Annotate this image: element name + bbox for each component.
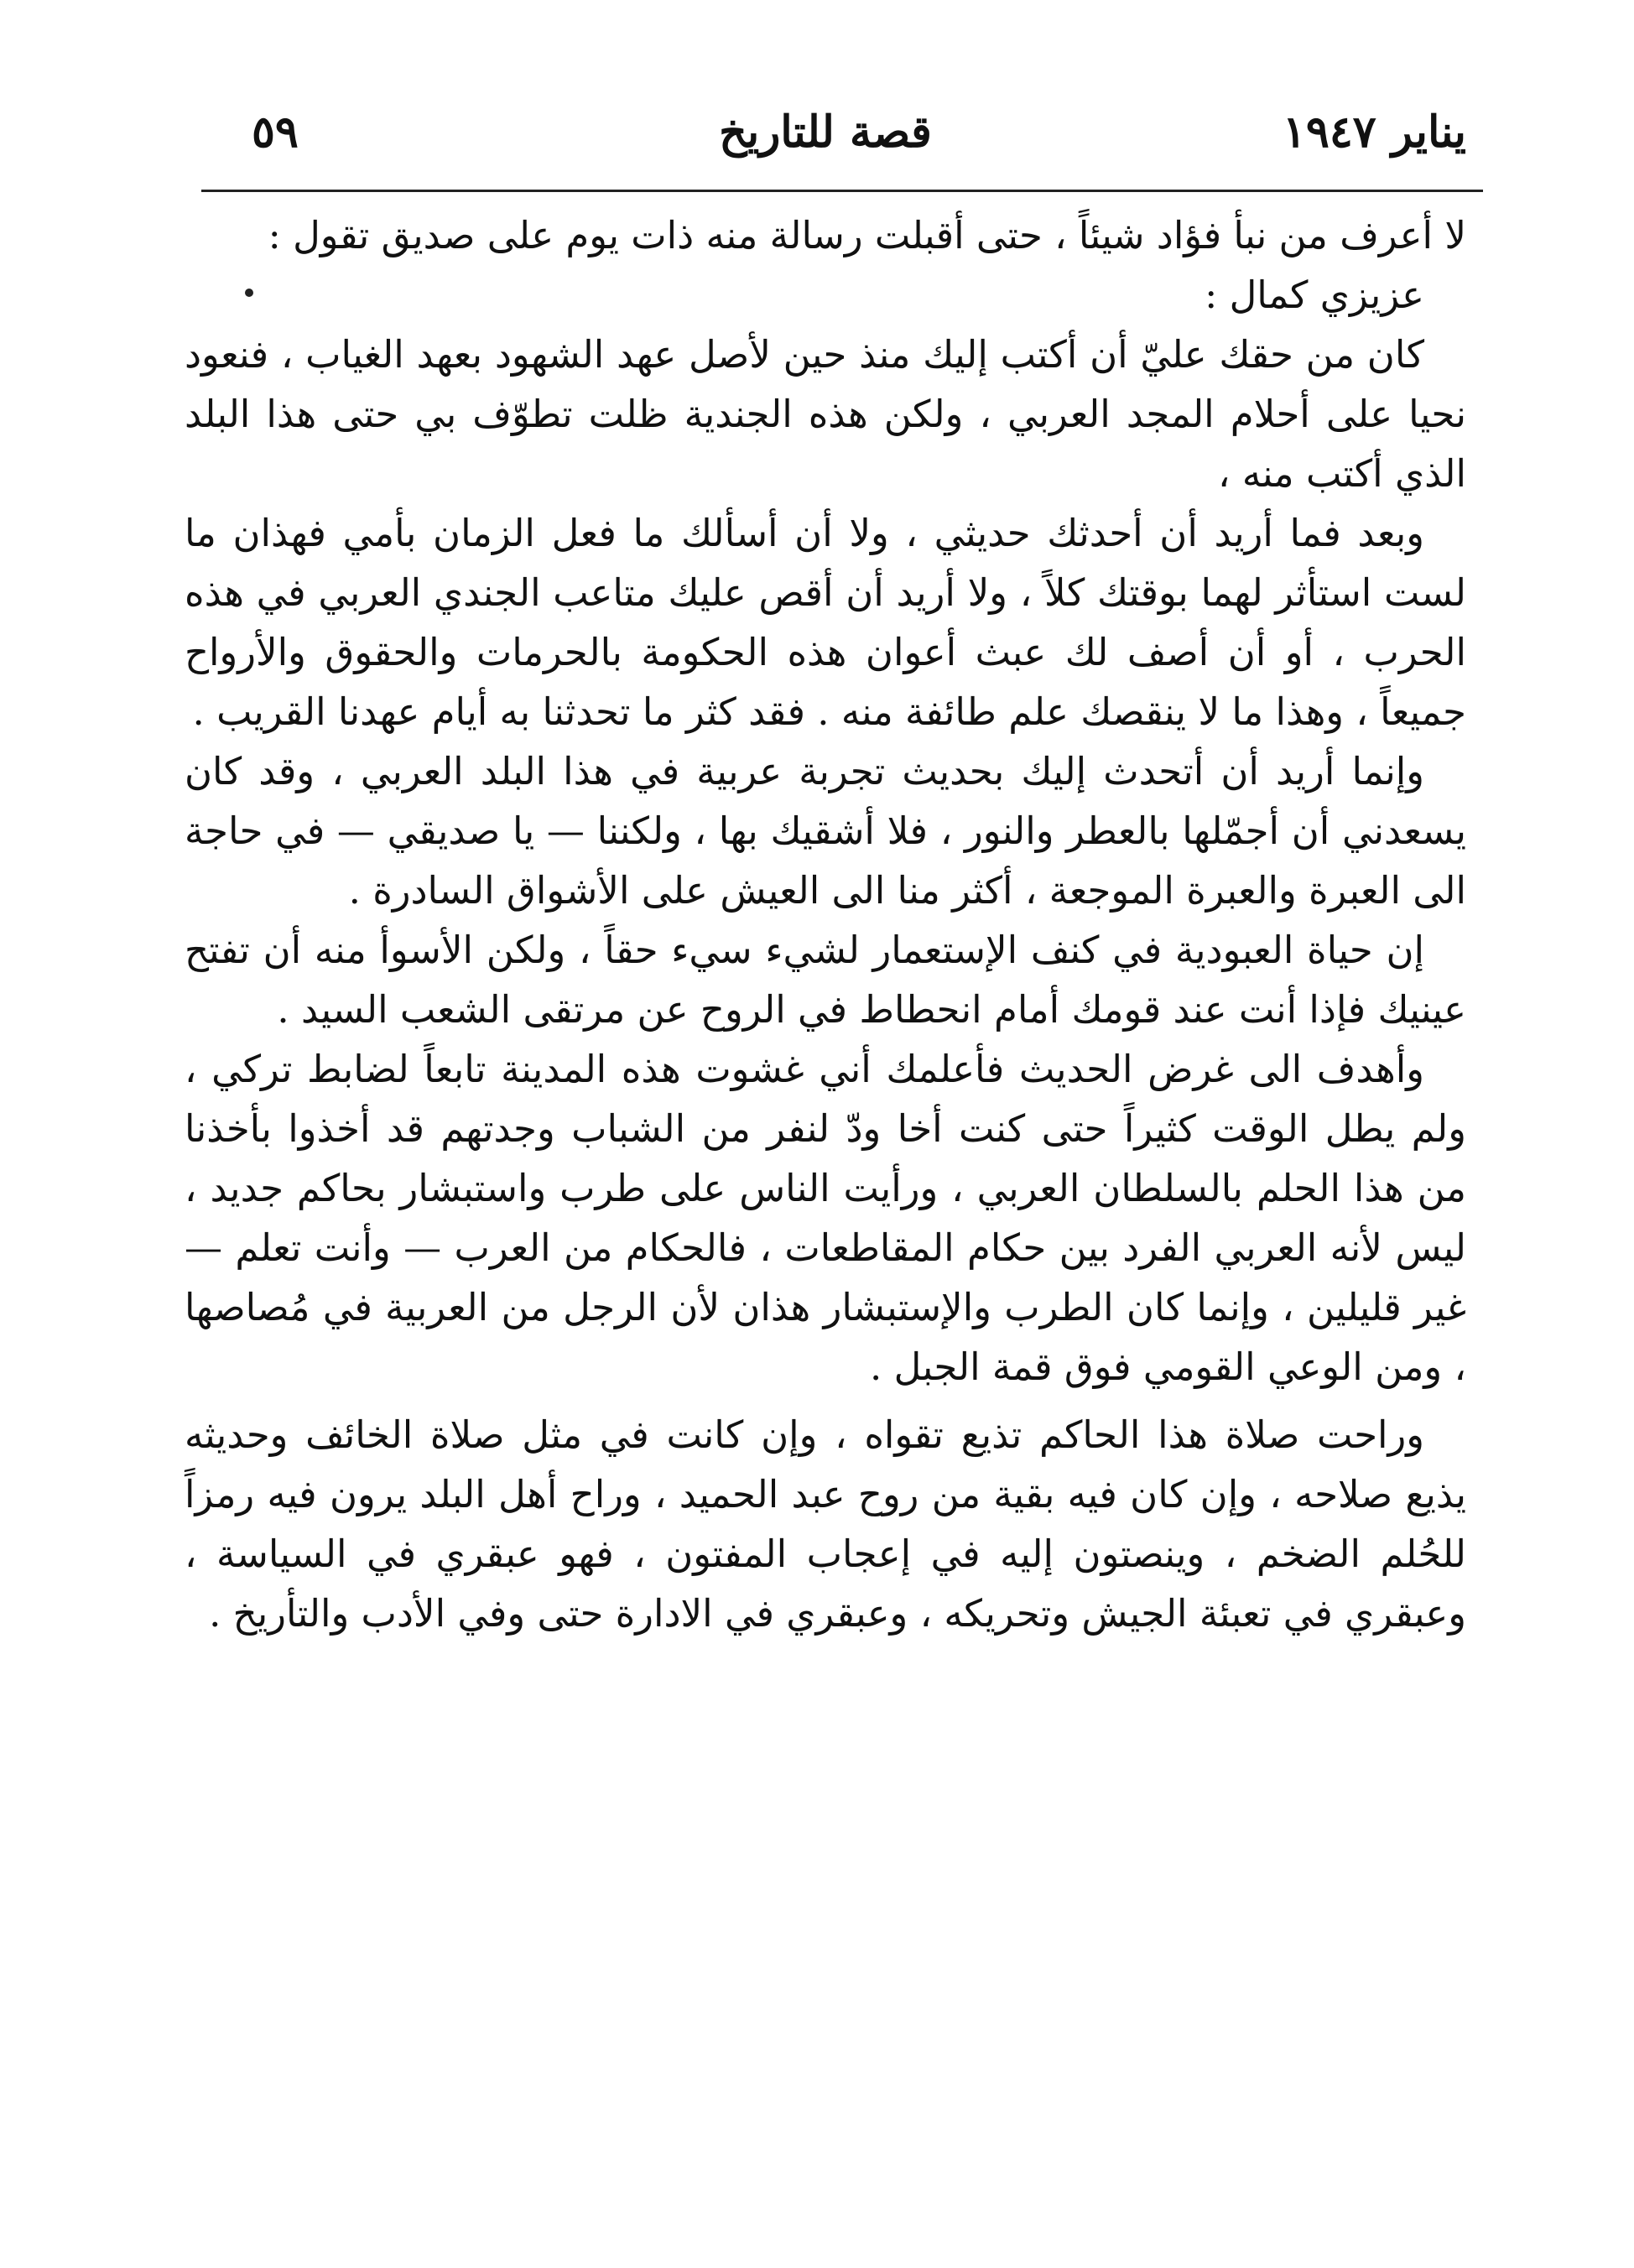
paragraph-2: وبعد فما أريد أن أحدثك حديثي ، ولا أن أسألك ما فعل الزمان بأمي فهذان ما لست استأثر لهما بوقتك كلاً ، ولا أريد أن أقص عليك متاعب الجندي العربي في هذه الحرب ، أو أن أصف لك عبث أعوان هذه الحكومة بالحرمات والحقوق والأرواح جميعاً ، وهذا ما لا ينقصك علم طائفة منه . فقد كثر ما تحدثنا به أيام عهدنا القريب . <box>185 511 1467 734</box>
body-text <box>185 205 1466 1643</box>
paragraph-3: وإنما أريد أن أتحدث إليك بحديث تجربة عربية في هذا البلد العربي ، وقد كان يسعدني أن أجمّلها بالعطر والنور ، فلا أشقيك بها ، ولكننا — يا صديقي — في حاجة الى العبرة والعبرة الموجعة ، أكثر منا الى العيش على الأشواق السادرة . <box>185 749 1466 913</box>
paragraph-1: كان من حقك عليّ أن أكتب إليك منذ حين لأصل عهد الشهود بعهد الغياب ، فنعود نحيا على أحلام المجد العربي ، ولكن هذه الجندية ظلت تطوّف بي حتى هذا البلد الذي أكتب منه ، <box>185 332 1466 496</box>
paragraph-intro: لا أعرف من نبأ فؤاد شيئاً ، حتى أقبلت رسالة منه ذات يوم على صديق تقول : <box>268 213 1466 257</box>
paragraph-5: وأهدف الى غرض الحديث فأعلمك أني غشوت هذه المدينة تابعاً لضابط تركي ، ولم يطل الوقت كثيراً حتى كنت أخا ودّ لنفر من الشباب وجدتهم قد أخذوا بأخذنا من هذا الحلم بالسلطان العربي ، ورأيت الناس على طرب واستبشار بحاكم جديد ، ليس لأنه العربي الفرد بين حكام المقاطعات ، فالحكام من العرب — وأنت تعلم — غير قليلين ، وإنما كان الطرب والإستبشار هذان لأن الرجل من العربية في مُصاصها ، ومن الوعي القومي فوق قمة الجبل . <box>185 1047 1466 1389</box>
paragraph-4: إن حياة العبودية في كنف الإستعمار لشيء سيء حقاً ، ولكن الأسوأ منه أن تفتح عينيك فإذا أنت عند قومك أمام انحطاط في الروح عن مرتقى الشعب السيد . <box>185 928 1466 1032</box>
letter-salutation: عزيزي كمال : <box>1205 273 1424 317</box>
header-date: يناير ١٩٤٧ <box>1283 107 1466 158</box>
header-title: قصة للتاريخ <box>719 107 932 158</box>
paragraph-6: وراحت صلاة هذا الحاكم تذيع تقواه ، وإن كانت في مثل صلاة الخائف وحديثه يذيع صلاحه ، وإن كان فيه بقية من روح عبد الحميد ، وراح أهل البلد يرون فيه رمزاً للحُلم الضخم ، وينصتون إليه في إعجاب المفتون ، فهو عبقري في السياسة ، وعبقري في تعبئة الجيش وتحريكه ، وعبقري في الادارة حتى وفي الأدب والتأريخ . <box>185 1412 1466 1636</box>
running-header <box>185 99 1466 166</box>
page-number: ٥٩ <box>252 107 299 158</box>
header-rule <box>201 190 1483 192</box>
